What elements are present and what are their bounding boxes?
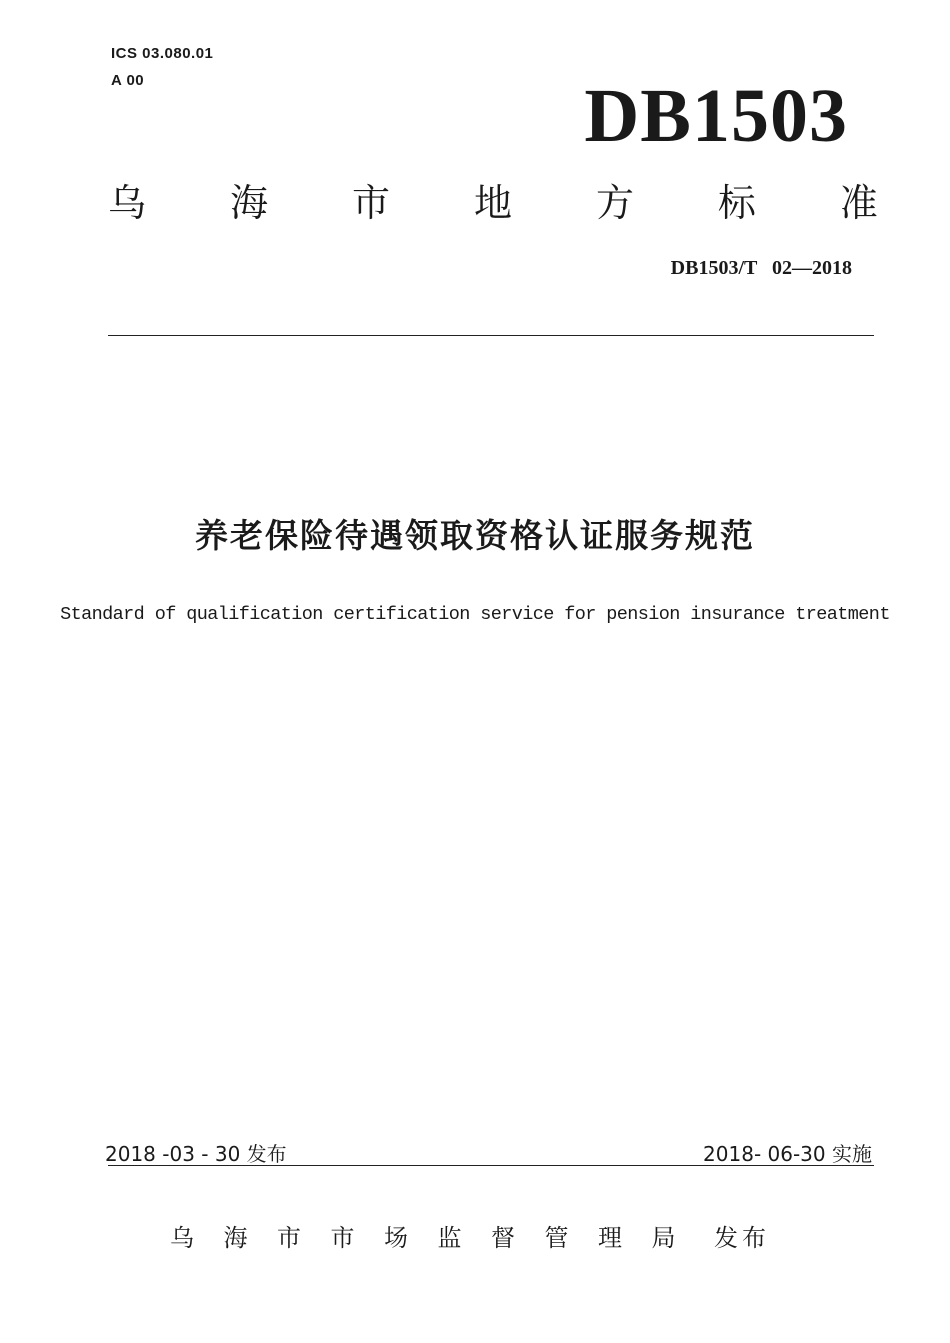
publisher-char: 市 (277, 1224, 301, 1252)
implementation-date: 2018- 06-30 实施 (703, 1142, 872, 1166)
standard-type-char: 方 (595, 181, 634, 225)
publisher-char: 监 (437, 1224, 462, 1252)
ccs-code: A 00 (111, 72, 145, 89)
issue-date: 2018 -03 - 30 发布 (105, 1142, 287, 1166)
standard-type-char: 乌 (108, 181, 147, 225)
standard-code-heading: DB1503 (584, 74, 848, 158)
bottom-divider (108, 1165, 874, 1166)
publisher-char: 市 (330, 1224, 355, 1252)
standard-type-heading (108, 181, 878, 225)
standard-number: DB1503/T 02—2018 (670, 257, 852, 279)
standard-type-char: 市 (351, 181, 390, 225)
document-title-chinese: 养老保险待遇领取资格认证服务规范 (195, 516, 755, 555)
publisher-char: 管 (544, 1224, 569, 1252)
publisher-char: 督 (491, 1224, 515, 1252)
ics-code: ICS 03.080.01 (111, 45, 214, 62)
publisher-char: 局 (651, 1224, 676, 1252)
publish-label: 发布 (714, 1224, 770, 1252)
publisher-name (170, 1226, 705, 1250)
top-divider (108, 335, 874, 336)
publisher-char: 场 (384, 1224, 408, 1252)
publisher-char: 理 (598, 1224, 622, 1252)
publisher-char: 海 (223, 1224, 248, 1252)
standard-type-char: 准 (839, 181, 878, 225)
standard-type-char: 标 (717, 181, 756, 225)
document-title-english: Standard of qualification certification service for pension insurance treatment (60, 604, 890, 625)
standard-type-char: 地 (473, 181, 512, 225)
standard-type-char: 海 (229, 181, 268, 225)
publisher-char: 乌 (170, 1224, 194, 1252)
